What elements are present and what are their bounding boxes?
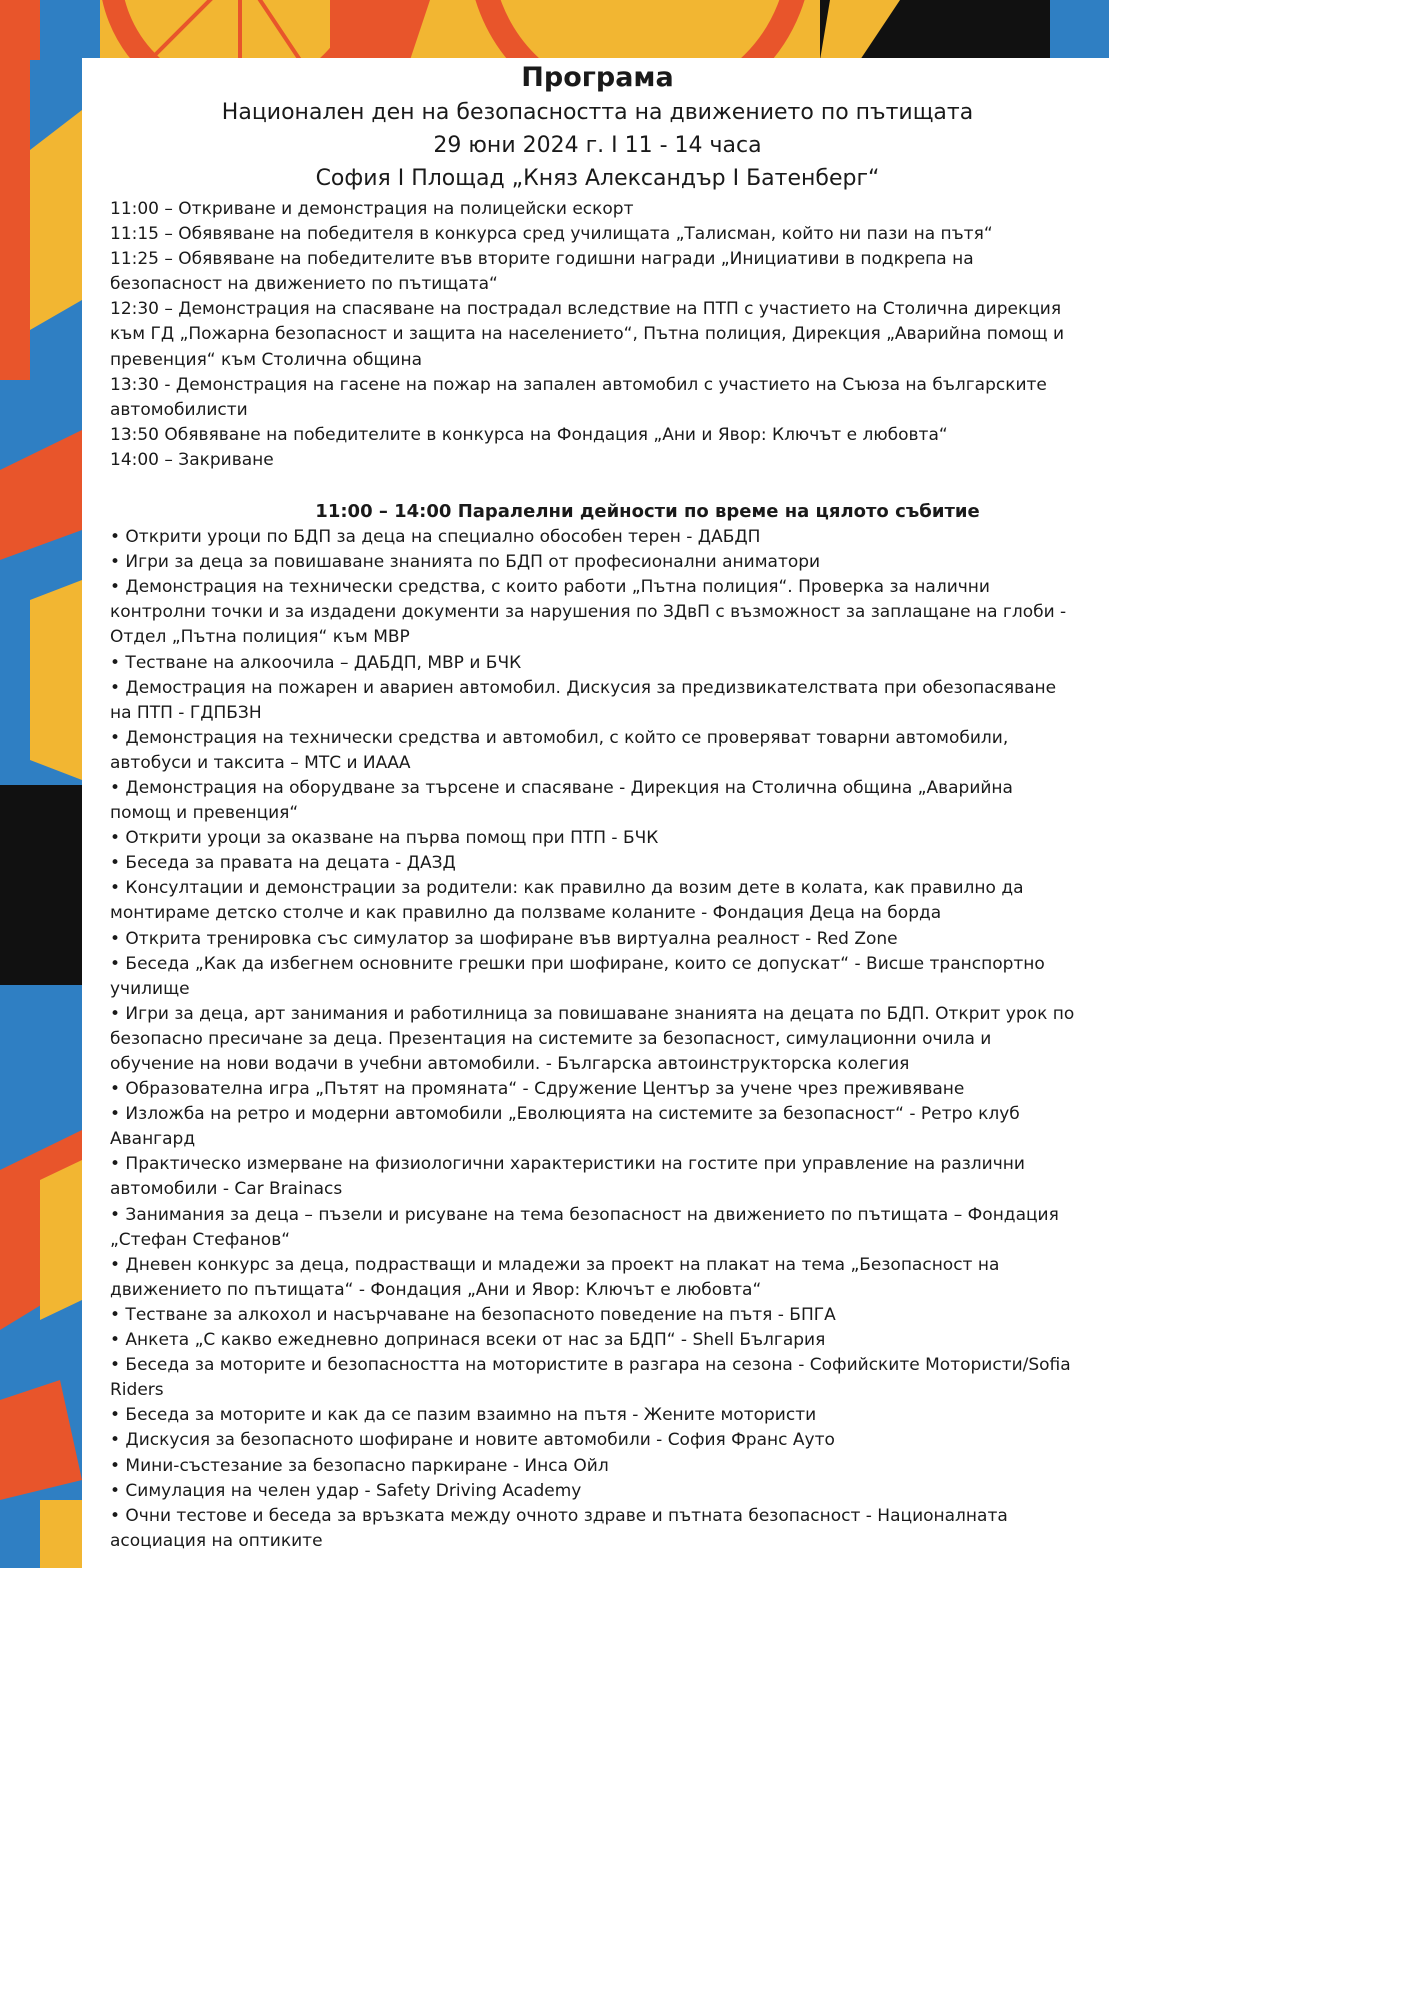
activity-line: • Тестване на алкоочила – ДАБДП, МВР и БЧК: [110, 652, 522, 673]
activity-line: • Тестване за алкохол и насърчаване на безопасното поведение на пътя - БПГА: [110, 1304, 836, 1325]
schedule-line: 11:25 – Обявяване на победителите във вторите годишни награди „Инициативи в подкрепа на: [110, 249, 974, 270]
activity-line: асоциация на оптиките: [110, 1530, 323, 1551]
activity-line: училище: [110, 978, 190, 999]
activity-line: • Мини-състезание за безопасно паркиране - Инса Ойл: [110, 1455, 609, 1476]
schedule-line: 13:50 Обявяване на победителите в конкурса на Фондация „Ани и Явор: Ключът е любовта“: [110, 424, 948, 445]
activity-line: • Демонстрация на оборудване за търсене и спасяване - Дирекция на Столична община „Аварийна: [110, 777, 1013, 798]
schedule-line: 14:00 – Закриване: [110, 449, 274, 470]
activity-line: автобуси и таксита – МТС и ИААА: [110, 752, 411, 773]
activity-line: • Открити уроци за оказване на първа помощ при ПТП - БЧК: [110, 828, 659, 849]
event-location: София I Площад „Княз Александър I Батенберг“: [315, 166, 880, 191]
activity-line: Отдел „Пътна полиция“ към МВР: [110, 627, 410, 648]
parallel-activities-list: [110, 525, 1085, 1554]
schedule-line: 12:30 – Демонстрация на спасяване на пострадал вследствие на ПТП с участието на Столична дирекция: [110, 299, 1062, 320]
activity-line: • Занимания за деца – пъзели и рисуване на тема безопасност на движението по пътищата – Фондация: [110, 1204, 1059, 1225]
activity-line: обучение на нови водачи в учебни автомобили. - Българска автоинструкторска колегия: [110, 1054, 910, 1074]
schedule-line: безопасност на движението по пътищата“: [110, 274, 498, 295]
program-document: [110, 60, 1085, 1554]
event-date-time: 29 юни 2024 г. I 11 - 14 часа: [433, 133, 762, 158]
activity-line: • Открити уроци по БДП за деца на специално обособен терен - ДАБДП: [110, 527, 761, 548]
activity-line: • Открита тренировка със симулатор за шофиране във виртуална реалност - Red Zone: [110, 928, 898, 949]
schedule-line: към ГД „Пожарна безопасност и защита на населението“, Пътна полиция, Дирекция „Аварийна помощ и: [110, 324, 1064, 345]
activity-line: • Игри за деца за повишаване знанията по БДП от професионални аниматори: [110, 552, 821, 573]
activity-line: помощ и превенция“: [110, 803, 299, 824]
activity-line: Авангард: [110, 1129, 196, 1150]
activity-line: • Демонстрация на технически средства, с които работи „Пътна полиция“. Проверка за налични: [110, 577, 990, 598]
activity-line: монтираме детско столче и как правилно да ползваме коланите - Фондация Деца на борда: [110, 903, 942, 924]
schedule-line: автомобилисти: [110, 399, 248, 420]
activity-line: • Изложба на ретро и модерни автомобили „Еволюцията на системите за безопасност“ - Ретро клуб: [110, 1104, 1020, 1125]
parallel-activities-heading: 11:00 – 14:00 Паралелни дейности по време на цялото събитие: [315, 501, 980, 523]
activity-line: Riders: [110, 1380, 164, 1401]
activity-line: • Дневен конкурс за деца, подрастващи и младежи за проект на плакат на тема „Безопасност на: [110, 1254, 1000, 1275]
activity-line: • Симулация на челен удар - Safety Driving Academy: [110, 1480, 582, 1501]
activity-line: • Беседа за правата на децата - ДАЗД: [110, 853, 456, 874]
schedule-line: 11:15 – Обявяване на победителя в конкурса сред училищата „Талисман, който ни пази на пътя“: [110, 224, 993, 245]
schedule-line: 11:00 – Откриване и демонстрация на полицейски ескорт: [110, 199, 634, 219]
activity-line: • Анкета „С какво ежедневно допринася всеки от нас за БДП“ - Shell България: [110, 1330, 826, 1351]
schedule-list: [110, 197, 1085, 473]
schedule-line: превенция“ към Столична община: [110, 349, 423, 370]
activity-line: контролни точки и за издадени документи за нарушения по ЗДвП с възможност за заплащане на глоби -: [110, 602, 1067, 623]
activity-line: • Образователна игра „Пътят на промяната“ - Сдружение Център за учене чрез преживяване: [110, 1079, 965, 1100]
activity-line: • Демонстрация на технически средства и автомобил, с който се проверяват товарни автомобили,: [110, 727, 1009, 748]
activity-line: автомобили - Car Brainacs: [110, 1179, 343, 1200]
activity-line: • Беседа за моторите и как да се пазим взаимно на пътя - Жените мотористи: [110, 1405, 817, 1426]
event-name: Национален ден на безопасността на движението по пътищата: [221, 100, 974, 125]
schedule-line: 13:30 - Демонстрация на гасене на пожар на запален автомобил с участието на Съюза на българските: [110, 374, 1047, 395]
activity-line: безопасно пресичане за деца. Презентация на системите за безопасност, симулационни очила и: [110, 1028, 992, 1049]
activity-line: • Консултации и демонстрации за родители: как правилно да возим дете в колата, как правилно да: [110, 878, 1024, 899]
activity-line: на ПТП - ГДПБЗН: [110, 702, 262, 723]
activity-line: • Дискусия за безопасното шофиране и новите автомобили - София Франс Ауто: [110, 1430, 835, 1451]
activity-line: • Очни тестове и беседа за връзката между очното здраве и пътната безопасност - Националната: [110, 1505, 1008, 1526]
activity-line: • Игри за деца, арт занимания и работилница за повишаване знанията на децата по БДП. Открит урок по: [110, 1003, 1075, 1024]
activity-line: • Демострация на пожарен и авариен автомобил. Дискусия за предизвикателствата при обезопасяване: [110, 677, 1057, 698]
page-title: Програма: [521, 62, 674, 93]
activity-line: • Практическо измерване на физиологични характеристики на гостите при управление на различни: [110, 1154, 1025, 1175]
activity-line: движението по пътищата“ - Фондация „Ани и Явор: Ключът е любовта“: [110, 1279, 762, 1300]
activity-line: „Стефан Стефанов“: [110, 1229, 291, 1250]
activity-line: • Беседа „Как да избегнем основните грешки при шофиране, които се допускат“ - Висше транспортно: [110, 953, 1045, 974]
activity-line: • Беседа за моторите и безопасността на мотористите в разгара на сезона - Софийските Мотористи/Sofia: [110, 1355, 1071, 1376]
